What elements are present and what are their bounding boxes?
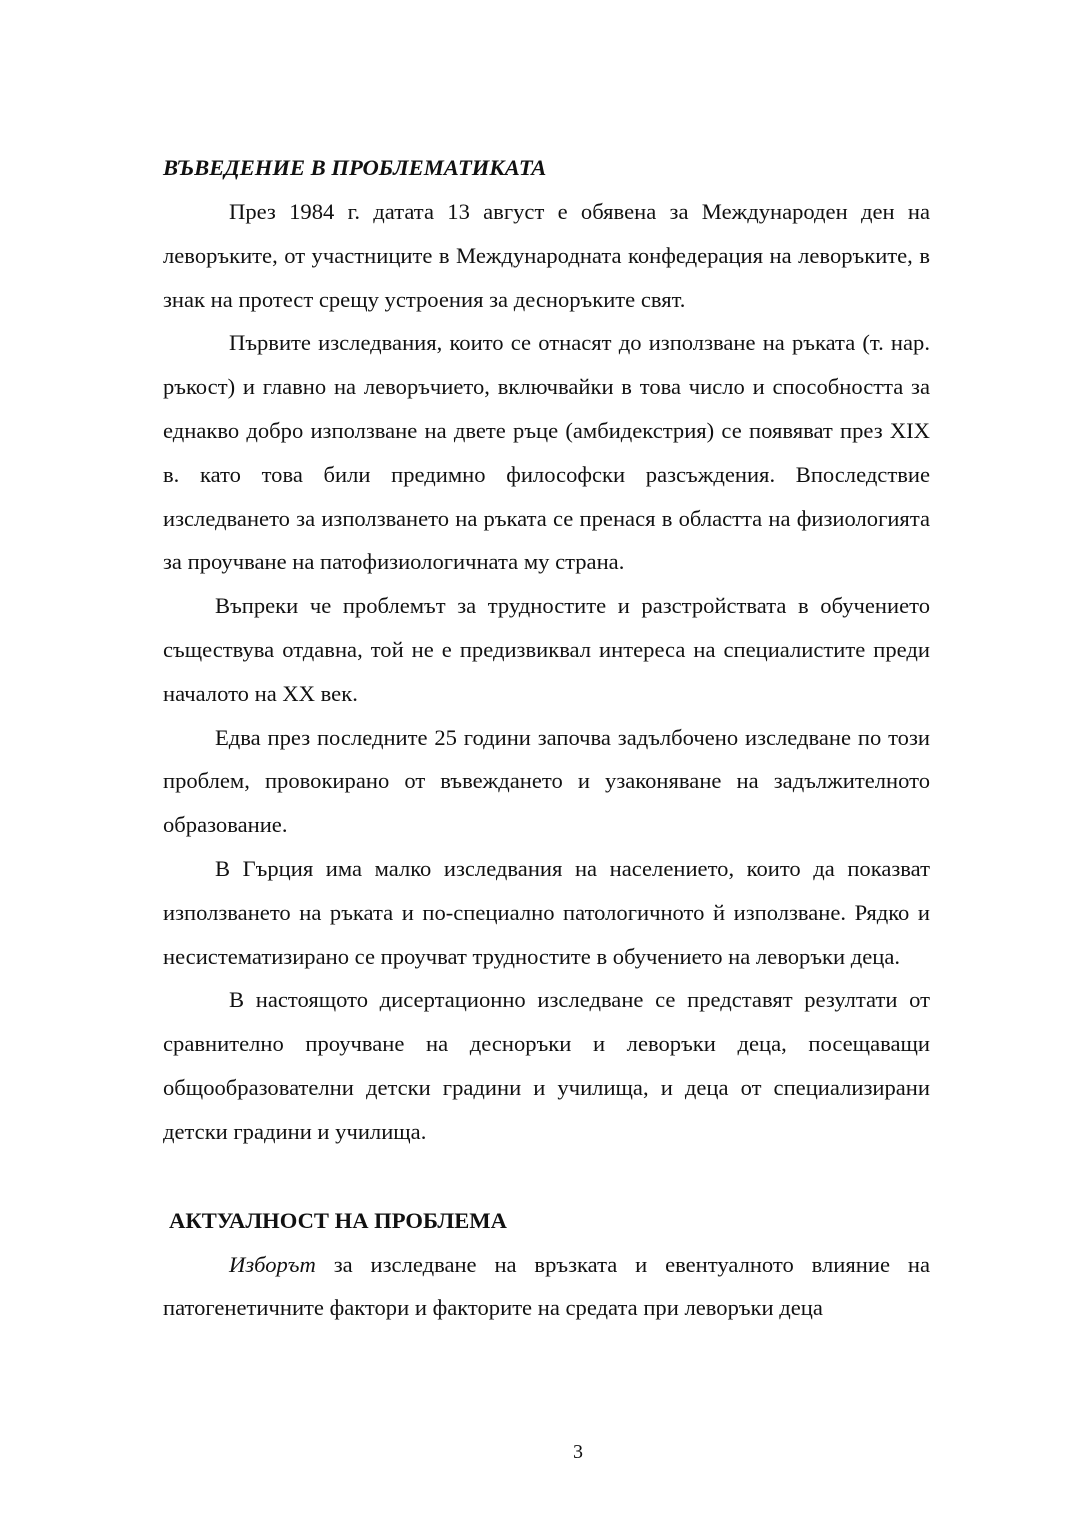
page-number: 3 bbox=[573, 1441, 583, 1463]
section-heading-introduction: ВЪВЕДЕНИЕ В ПРОБЛЕМАТИКАТА bbox=[163, 155, 547, 180]
paragraph-left-handers-day: През 1984 г. датата 13 август е обявена за Международен ден на леворъките, от участниците в Международната конфедерация на леворъките, в знак на протест срещу устроения за десноръките свят. bbox=[163, 199, 930, 312]
paragraph-greece-studies: В Гърция има малко изследвания на населението, които да показват използването на ръката и по-специално патологичното й използване. Рядко и несистематизирано се проучват трудностите в обучението на леворъки деца. bbox=[163, 855, 930, 969]
paragraph-last-25-years: Едва през последните 25 години започва задълбочено изследване по този проблем, провокирано от въвеждането и узаконяване на задължителното образование. bbox=[163, 724, 930, 838]
actuality-lead-word: Изборът bbox=[229, 1251, 316, 1277]
document-body bbox=[163, 146, 930, 1330]
paragraph-learning-difficulties: Въпреки че проблемът за трудностите и разстройствата в обучението съществува отдавна, той не е предизвиквал интереса на специалистите преди началото на XX век. bbox=[163, 593, 930, 706]
section-heading-actuality: АКТУАЛНОСТ НА ПРОБЛЕМА bbox=[169, 1207, 507, 1233]
paragraph-dissertation-scope: В настоящото дисертационно изследване се представят резултати от сравнително проучване на десноръки и леворъки деца, посещаващи общообразователни детски градини и училища, и деца от специализирани детски градини и училища. bbox=[163, 987, 930, 1144]
paragraph-actuality bbox=[163, 1243, 930, 1331]
actuality-text: за изследване на връзката и евентуалното влияние на патогенетичните фактори и факторите на средата при леворъки деца bbox=[163, 1251, 930, 1321]
paragraph-first-studies: Първите изследвания, които се отнасят до използване на ръката (т. нар. ръкост) и главно на леворъчието, включвайки в това число и способността за еднакво добро използване на двете ръце (амбидекстрия) се появяват през XIX в. като това били предимно философски разсъждения. Впоследствие изследването за използването на ръката се пренася в областта на физиологията за проучване на патофизиологичната му страна. bbox=[163, 330, 930, 575]
